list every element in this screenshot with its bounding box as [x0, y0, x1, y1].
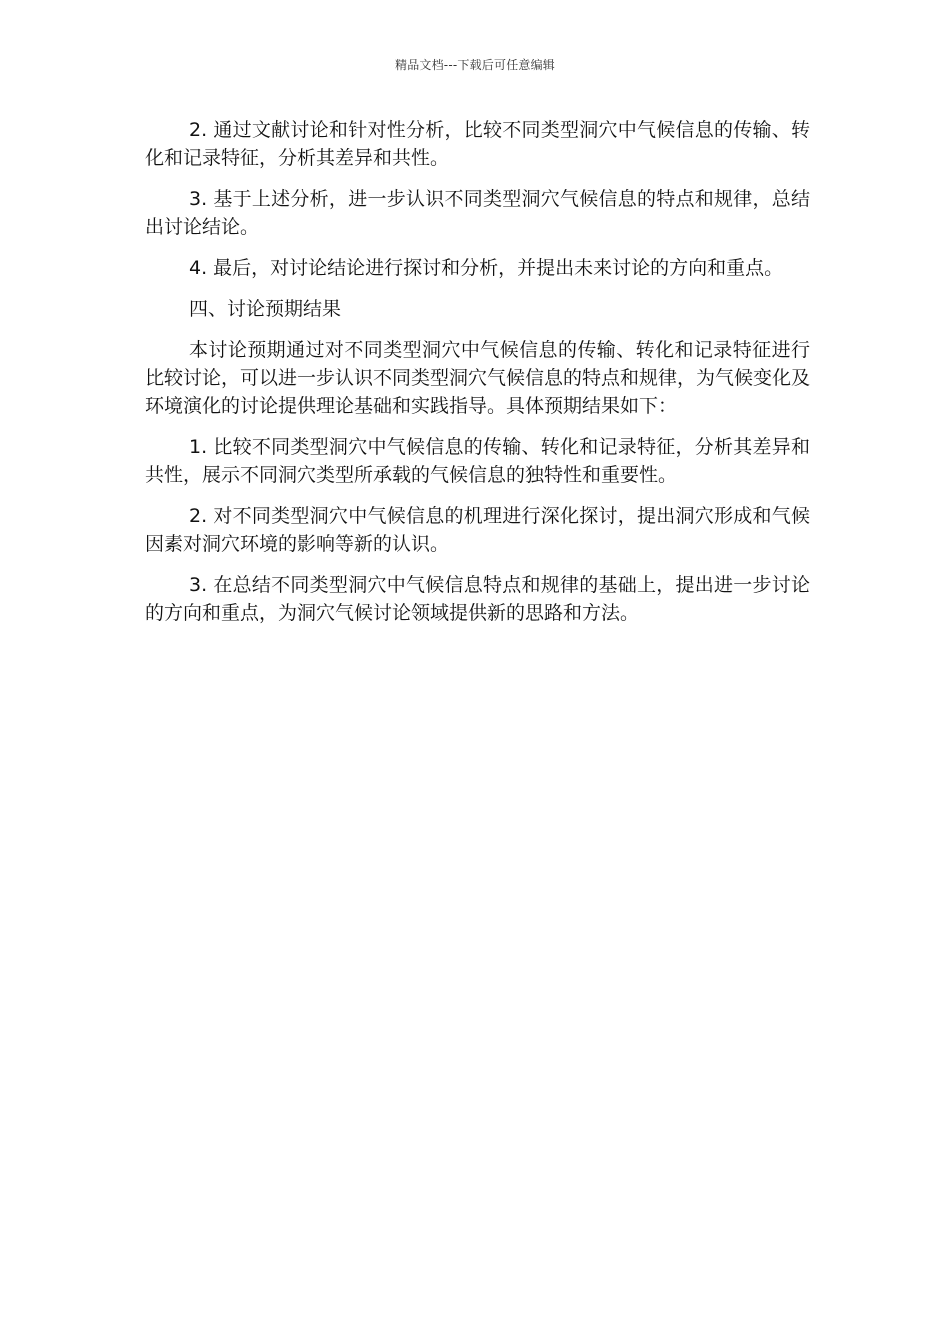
- section-intro-paragraph: 本讨论预期通过对不同类型洞穴中气候信息的传输、转化和记录特征进行比较讨论，可以进一步认识不同类型洞穴气候信息的特点和规律，为气候变化及环境演化的讨论提供理论基础和实践指导。具体预期结果如下：: [145, 339, 811, 417]
- paragraph-item-2: 2. 通过文献讨论和针对性分析，比较不同类型洞穴中气候信息的传输、转化和记录特征，分析其差异和共性。: [145, 119, 810, 169]
- expected-result-3: 3. 在总结不同类型洞穴中气候信息特点和规律的基础上，提出进一步讨论的方向和重点，为洞穴气候讨论领域提供新的思路和方法。: [145, 574, 810, 624]
- section-heading: 四、讨论预期结果: [189, 298, 342, 320]
- expected-result-2: 2. 对不同类型洞穴中气候信息的机理进行深化探讨，提出洞穴形成和气候因素对洞穴环境的影响等新的认识。: [145, 505, 810, 555]
- document-body: [145, 116, 810, 640]
- page-header: 精品文档---下载后可任意编辑: [395, 58, 555, 72]
- paragraph-item-3: 3. 基于上述分析，进一步认识不同类型洞穴气候信息的特点和规律，总结出讨论结论。: [145, 188, 810, 238]
- paragraph-item-4: 4. 最后，对讨论结论进行探讨和分析，并提出未来讨论的方向和重点。: [189, 257, 784, 279]
- expected-result-1: 1. 比较不同类型洞穴中气候信息的传输、转化和记录特征，分析其差异和共性，展示不同洞穴类型所承载的气候信息的独特性和重要性。: [145, 436, 810, 486]
